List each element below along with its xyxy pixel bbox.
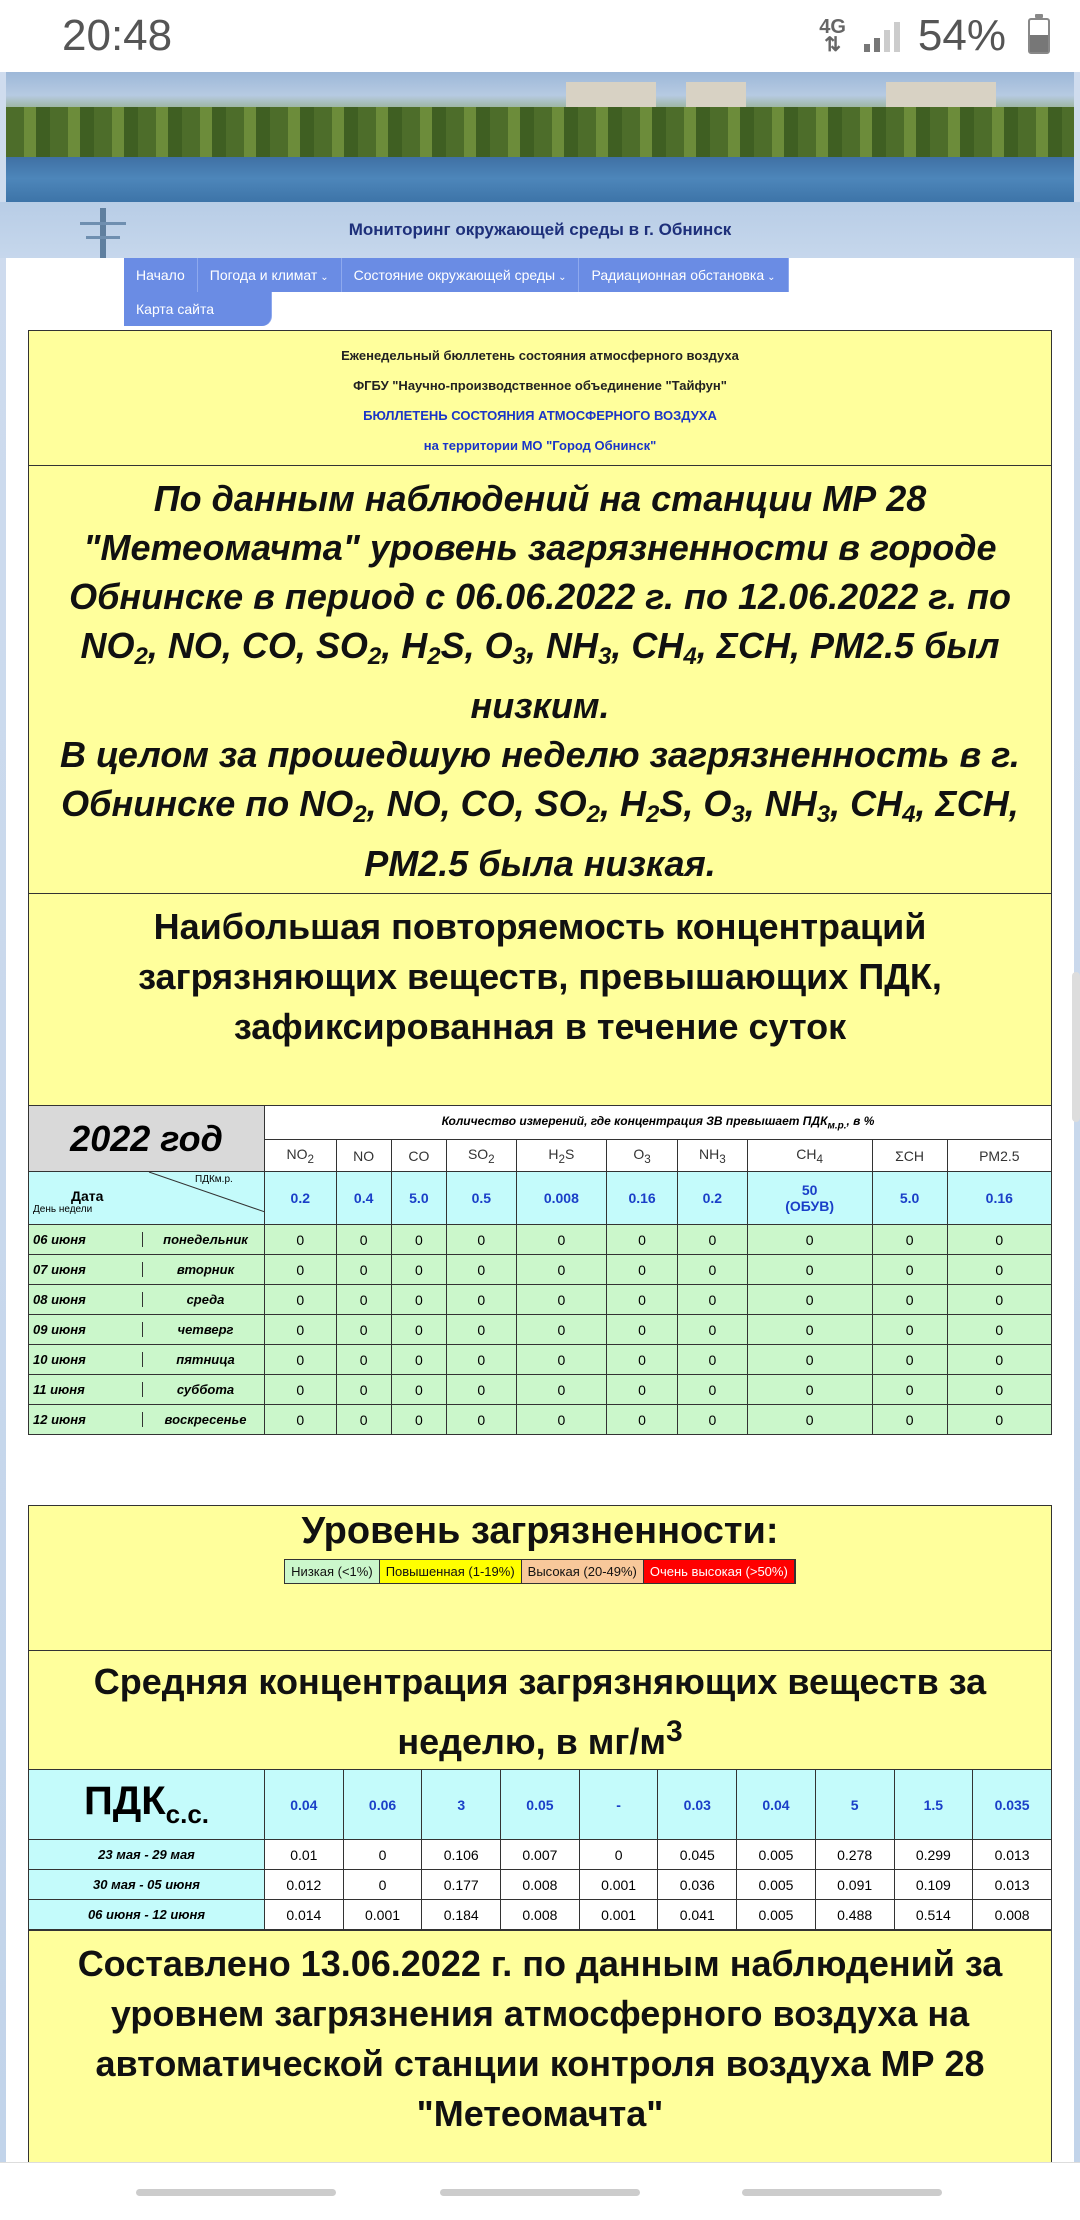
cell-value: 0 (265, 1405, 337, 1435)
row-date: 07 июня вторник (29, 1255, 265, 1285)
nav-gesture-home[interactable] (440, 2189, 640, 2196)
cell-value: 0 (678, 1405, 748, 1435)
pollutant-8: ΣCH (716, 625, 791, 666)
pdk-cc-label (29, 1770, 265, 1840)
cell-value: 0 (516, 1405, 607, 1435)
nav-item-2[interactable] (342, 258, 580, 292)
cell-value: 0.488 (815, 1900, 894, 1930)
cell-value: 0.045 (658, 1840, 737, 1870)
cell-value: 0 (947, 1375, 1051, 1405)
legend-item-0: Низкая (<1%) (285, 1560, 380, 1583)
cell-value: 0.007 (501, 1840, 580, 1870)
cell-value: 0 (607, 1345, 678, 1375)
row-date: 06 июня понедельник (29, 1225, 265, 1255)
cell-value: 0 (391, 1225, 446, 1255)
pollutant-5: $O_3$ (703, 783, 745, 828)
cell-value: 0 (678, 1225, 748, 1255)
battery-icon (1028, 18, 1050, 54)
cell-value: 0 (265, 1255, 337, 1285)
table-caption (265, 1106, 1052, 1140)
header-banner-image (6, 72, 1074, 202)
pdk-value: 50 (ОБУВ) (747, 1172, 872, 1225)
cell-value: 0 (336, 1315, 391, 1345)
week-label: 23 мая - 29 мая (29, 1840, 265, 1870)
cell-value: 0 (947, 1225, 1051, 1255)
cell-value: 0 (678, 1255, 748, 1285)
status-icons (819, 11, 1050, 61)
pollutant-7: $CH_4$ (850, 783, 916, 828)
pollutant-6: $NH_3$ (764, 783, 831, 828)
cell-value: 0 (391, 1345, 446, 1375)
cell-value: 0 (747, 1375, 872, 1405)
cell-value: 0 (947, 1315, 1051, 1345)
cell-value: 0 (607, 1315, 678, 1345)
pdk-value: 0.5 (447, 1172, 517, 1225)
pollutant-0: $NO_2$ (299, 783, 367, 828)
cell-value: 0 (265, 1315, 337, 1345)
cell-value: 0 (747, 1255, 872, 1285)
cell-value: 0 (516, 1345, 607, 1375)
pdk-cc-value: - (579, 1770, 658, 1840)
pollutant-7: $CH_4$ (631, 625, 697, 670)
cell-value: 0 (678, 1375, 748, 1405)
pdk-value: 5.0 (391, 1172, 446, 1225)
cell-value: 0.005 (737, 1840, 816, 1870)
cell-value: 0 (447, 1225, 517, 1255)
pollutant-3: $SO_2$ (534, 783, 600, 828)
bulletin-line-3: БЮЛЛЕТЕНЬ СОСТОЯНИЯ АТМОСФЕРНОГО ВОЗДУХА (363, 408, 717, 423)
pollutant-1: NO (167, 625, 222, 666)
table-row (29, 1900, 1052, 1930)
battery-percent: 54% (917, 11, 1006, 60)
cell-value: 0 (336, 1225, 391, 1255)
cell-value: 0.008 (501, 1900, 580, 1930)
nav-item-4[interactable] (124, 292, 272, 326)
cell-value: 0 (607, 1255, 678, 1285)
pdk-cc-text: ПДК (83, 1779, 166, 1823)
cell-value: 0 (607, 1405, 678, 1435)
cell-value: 0 (872, 1345, 947, 1375)
pollutant-header: ΣCH (872, 1140, 947, 1172)
cell-value: 0.008 (501, 1870, 580, 1900)
nav-item-label: Начало (136, 267, 185, 283)
pdk-cc-value: 1.5 (894, 1770, 973, 1840)
cell-value: 0.091 (815, 1870, 894, 1900)
cell-value: 0.005 (737, 1900, 816, 1930)
legend-item-2: Высокая (20-49%) (522, 1560, 644, 1583)
pollutant-5: $O_3$ (484, 625, 527, 670)
nav-item-label: Состояние окружающей среды (353, 267, 556, 283)
pollutant-4: $H_2S$ (401, 625, 465, 670)
pdk-cc-value: 0.06 (343, 1770, 422, 1840)
pollution-level (28, 1505, 1052, 1650)
pdk-cc-value: 0.035 (973, 1770, 1052, 1840)
table-row (29, 1255, 1052, 1285)
nav-item-label: Погода и климат (209, 267, 318, 283)
pollutant-header: $SO_2$ (447, 1140, 517, 1172)
cell-value: 0 (872, 1315, 947, 1345)
site-title-bar (0, 202, 1080, 258)
cell-value: 0 (579, 1840, 658, 1870)
cell-value: 0.278 (815, 1840, 894, 1870)
pollutant-header: $H_2S$ (516, 1140, 607, 1172)
cell-value: 0 (336, 1255, 391, 1285)
cell-value: 0 (516, 1315, 607, 1345)
cell-value: 0 (747, 1315, 872, 1345)
cell-value: 0.041 (658, 1900, 737, 1930)
row-date: 12 июня воскресенье (29, 1405, 265, 1435)
cell-value: 0.106 (422, 1840, 501, 1870)
cell-value: 0.012 (265, 1870, 344, 1900)
cell-value: 0 (872, 1255, 947, 1285)
cell-value: 0 (516, 1375, 607, 1405)
pollutant-0: $NO_2$ (80, 625, 148, 670)
nav-gesture-right[interactable] (742, 2189, 942, 2196)
cell-value: 0 (747, 1405, 872, 1435)
table-caption-unit: , в % (846, 1113, 875, 1128)
cell-value: 0.514 (894, 1900, 973, 1930)
cell-value: 0 (391, 1375, 446, 1405)
cell-value: 0 (447, 1345, 517, 1375)
day-label: День недели (33, 1204, 93, 1215)
cell-value: 0.013 (973, 1870, 1052, 1900)
cell-value: 0.184 (422, 1900, 501, 1930)
cell-value: 0 (947, 1285, 1051, 1315)
row-date: 10 июня пятница (29, 1345, 265, 1375)
pollutant-header: $CH_4$ (747, 1140, 872, 1172)
cell-value: 0 (747, 1285, 872, 1315)
cell-value: 0 (747, 1225, 872, 1255)
cell-value: 0 (607, 1375, 678, 1405)
cell-value: 0 (447, 1285, 517, 1315)
date-label: Дата (71, 1188, 104, 1204)
table-row (29, 1840, 1052, 1870)
row-date: 08 июня среда (29, 1285, 265, 1315)
cell-value: 0.299 (894, 1840, 973, 1870)
average-title-text: Средняя концентрация загрязняющих веществ за неделю, в мг/м (93, 1661, 987, 1762)
nav-item-label: Радиационная обстановка (591, 267, 765, 283)
cell-value: 0 (336, 1405, 391, 1435)
nav-item-1[interactable] (198, 258, 342, 292)
pdk-value: 0.2 (265, 1172, 337, 1225)
week-label: 30 мая - 05 июня (29, 1870, 265, 1900)
pollutant-2: CO (241, 625, 296, 666)
cell-value: 0 (678, 1315, 748, 1345)
cell-value: 0 (947, 1405, 1051, 1435)
cell-value: 0 (747, 1345, 872, 1375)
cell-value: 0 (678, 1345, 748, 1375)
table-row (29, 1375, 1052, 1405)
table-row (29, 1315, 1052, 1345)
average-title (28, 1650, 1052, 1769)
summary-p1-end: был низким. (470, 625, 1000, 726)
table-row (29, 1345, 1052, 1375)
system-navbar (0, 2162, 1080, 2220)
pollutant-list-1: $NO_2$, NO, CO, $SO_2$, $H_2S$, $O_3$, $NH_3$, $CH_4$, ΣCH, PM2.5 (80, 625, 915, 670)
cell-value: 0.001 (343, 1900, 422, 1930)
scrollbar[interactable] (1072, 972, 1080, 1122)
footer-text: Составлено 13.06.2022 г. по данным наблюдений за уровнем загрязнения атмосферного воздуха на автоматической станции контроля воздуха МР 28 "Метеомачта" (28, 1930, 1052, 2192)
tower-icon (70, 208, 140, 258)
cell-value: 0 (607, 1285, 678, 1315)
status-bar (0, 0, 1080, 72)
summary-text (28, 465, 1052, 893)
pollutant-header: NO (336, 1140, 391, 1172)
exceedance-table (28, 1105, 1052, 1435)
repeat-title: Наибольшая повторяемость концентраций загрязняющих веществ, превышающих ПДК, зафиксированная в течение суток (28, 893, 1052, 1105)
pdk-cc-value: 0.04 (737, 1770, 816, 1840)
pollutant-9: PM2.5 (364, 843, 469, 884)
cell-value: 0 (336, 1345, 391, 1375)
cell-value: 0.001 (579, 1900, 658, 1930)
site-title: Мониторинг окружающей среды в г. Обнинск (348, 220, 732, 239)
cell-value: 0 (265, 1225, 337, 1255)
pdk-value: 0.2 (678, 1172, 748, 1225)
level-legend (284, 1559, 796, 1584)
nav-item-label: Карта сайта (136, 301, 214, 317)
cell-value: 0 (391, 1255, 446, 1285)
cell-value: 0 (336, 1375, 391, 1405)
table-row (29, 1225, 1052, 1255)
signal-icon (864, 20, 900, 52)
cell-value: 0 (678, 1285, 748, 1315)
cell-value: 0 (265, 1285, 337, 1315)
cell-value: 0 (447, 1255, 517, 1285)
chevron-down-icon: ⌄ (320, 272, 329, 283)
table-caption-text: Количество измерений, где концентрация ЗВ превышает ПДК (441, 1113, 828, 1128)
status-time: 20:48 (62, 11, 173, 60)
pollutant-list-2: $NO_2$, NO, CO, $SO_2$, $H_2S$, $O_3$, $NH_3$, $CH_4$, ΣCH, PM2.5 (299, 783, 1019, 884)
network-type: 4G (819, 16, 846, 38)
pollutant-6: $NH_3$ (546, 625, 612, 670)
bulletin-line-4: на территории МО "Город Обнинск" (423, 438, 657, 453)
average-table (28, 1769, 1052, 1930)
cell-value: 0.109 (894, 1870, 973, 1900)
date-header-cell (29, 1172, 265, 1225)
cell-value: 0 (872, 1405, 947, 1435)
cell-value: 0.008 (973, 1900, 1052, 1930)
pollutant-header: CO (391, 1140, 446, 1172)
cell-value: 0.036 (658, 1870, 737, 1900)
row-date: 09 июня четверг (29, 1315, 265, 1345)
bulletin-line-2: ФГБУ "Научно-производственное объединение "Тайфун" (353, 378, 727, 393)
chevron-down-icon: ⌄ (558, 272, 567, 283)
pollutant-header: $NO_2$ (265, 1140, 337, 1172)
cell-value: 0 (391, 1285, 446, 1315)
cell-value: 0.001 (579, 1870, 658, 1900)
pdk-value: 0.16 (607, 1172, 678, 1225)
average-title-sup: 3 (665, 1715, 683, 1748)
network-icon: 4G ⇅ (819, 16, 846, 56)
bulletin-line-1: Еженедельный бюллетень состояния атмосферного воздуха (341, 348, 739, 363)
summary-p2-end: была низкая. (478, 843, 716, 884)
row-date: 11 июня суббота (29, 1375, 265, 1405)
pollutant-3: $SO_2$ (315, 625, 382, 670)
nav-gesture-left[interactable] (136, 2189, 336, 2196)
pdk-cc-value: 0.03 (658, 1770, 737, 1840)
bulletin-header (28, 330, 1052, 465)
cell-value: 0 (947, 1255, 1051, 1285)
pollutant-1: NO (386, 783, 441, 824)
cell-value: 0 (265, 1345, 337, 1375)
pollutant-8: ΣCH (935, 783, 1009, 824)
cell-value: 0 (336, 1285, 391, 1315)
cell-value: 0 (447, 1315, 517, 1345)
pdk-cc-value: 3 (422, 1770, 501, 1840)
cell-value: 0 (447, 1375, 517, 1405)
cell-value: 0 (391, 1405, 446, 1435)
cell-value: 0 (343, 1870, 422, 1900)
cell-value: 0.01 (265, 1840, 344, 1870)
pollutant-4: $H_2S$ (620, 783, 684, 828)
web-content[interactable] (0, 72, 1080, 2162)
cell-value: 0 (947, 1345, 1051, 1375)
cell-value: 0.014 (265, 1900, 344, 1930)
pdk-value: 0.4 (336, 1172, 391, 1225)
cell-value: 0 (516, 1255, 607, 1285)
nav-item-0[interactable] (124, 258, 198, 292)
table-row (29, 1870, 1052, 1900)
pollutant-2: CO (460, 783, 515, 824)
cell-value: 0.005 (737, 1870, 816, 1900)
pollutant-9: PM2.5 (810, 625, 915, 666)
pdk-value: 0.16 (947, 1172, 1051, 1225)
cell-value: 0 (265, 1375, 337, 1405)
cell-value: 0 (343, 1840, 422, 1870)
cell-value: 0.177 (422, 1870, 501, 1900)
legend-item-3: Очень высокая (>50%) (644, 1560, 795, 1583)
pdk-cc-sub: с.с. (165, 1799, 210, 1829)
cell-value: 0 (447, 1405, 517, 1435)
pdk-cc-value: 5 (815, 1770, 894, 1840)
pdk-cc-value: 0.04 (265, 1770, 344, 1840)
battery-fill (1030, 35, 1048, 52)
pdk-cc-value: 0.05 (501, 1770, 580, 1840)
pdk-value: 5.0 (872, 1172, 947, 1225)
summary-p1-start: По данным наблюдений на станции МР 28 "Метеомачта" уровень загрязненности в городе Обнинске в период с 06.06.2022 г. по 12.06.2022 г. по (69, 478, 1011, 617)
cell-value: 0 (391, 1315, 446, 1345)
pollutant-header: $NH_3$ (678, 1140, 748, 1172)
pollutant-header: PM2.5 (947, 1140, 1051, 1172)
pollutant-header: $O_3$ (607, 1140, 678, 1172)
pdk-value: 0.008 (516, 1172, 607, 1225)
year-cell: 2022 год (29, 1106, 265, 1172)
legend-item-1: Повышенная (1-19%) (380, 1560, 522, 1583)
cell-value: 0.013 (973, 1840, 1052, 1870)
table-row (29, 1285, 1052, 1315)
cell-value: 0 (516, 1225, 607, 1255)
cell-value: 0 (872, 1225, 947, 1255)
summary-p2-start: В целом за прошедшую неделю загрязненность в г. Обнинске по (60, 734, 1020, 824)
cell-value: 0 (607, 1225, 678, 1255)
table-caption-sub: м.р. (827, 1120, 847, 1132)
cell-value: 0 (516, 1285, 607, 1315)
main-nav (124, 258, 824, 326)
nav-item-3[interactable] (579, 258, 788, 292)
week-label: 06 июня - 12 июня (29, 1900, 265, 1930)
pdk-label: ПДКм.р. (195, 1174, 233, 1185)
cell-value: 0 (872, 1285, 947, 1315)
table-row (29, 1405, 1052, 1435)
level-title: Уровень загрязненности: (301, 1510, 779, 1552)
cell-value: 0 (872, 1375, 947, 1405)
chevron-down-icon: ⌄ (767, 272, 776, 283)
